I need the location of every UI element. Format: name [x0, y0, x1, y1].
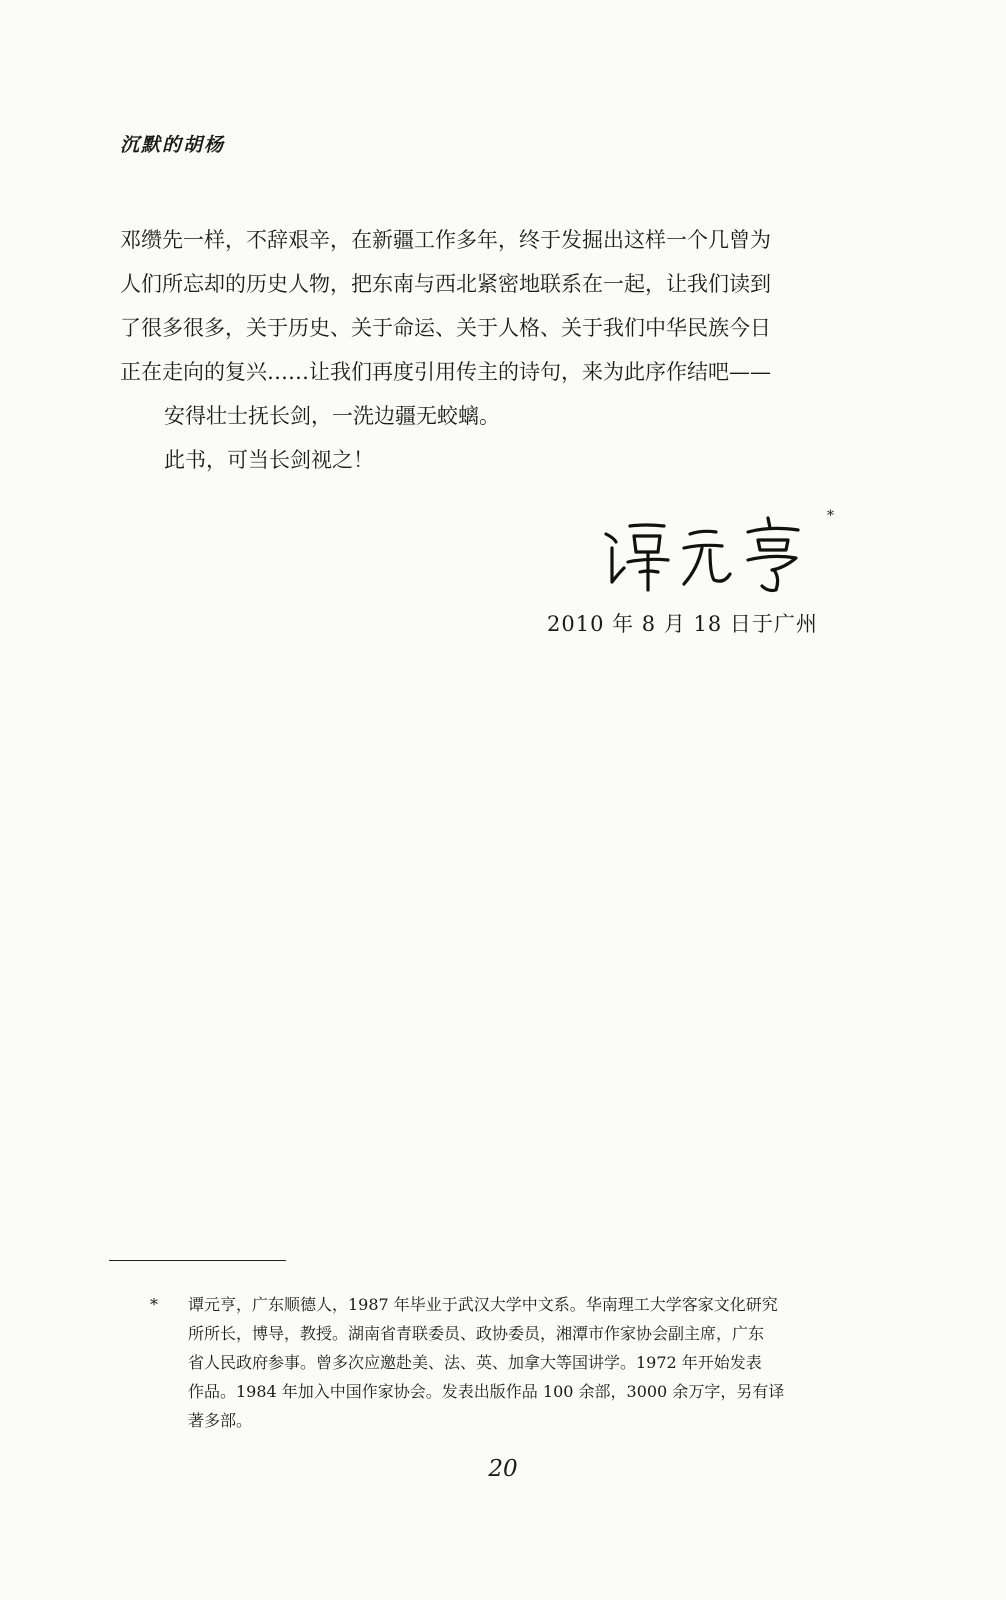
body-line: 人们所忘却的历史人物，把东南与西北紧密地联系在一起，让我们读到 — [120, 272, 771, 296]
footnote-line: 著多部。 — [188, 1411, 253, 1430]
footnote-reference-mark: * — [827, 508, 834, 524]
signature-drawing — [598, 512, 828, 594]
footnote-divider — [109, 1260, 286, 1261]
closing-line: 此书，可当长剑视之！ — [164, 448, 374, 472]
footnote-line: 作品。1984 年加入中国作家协会。发表出版作品 100 余部，3000 余万字，另有译 — [188, 1382, 785, 1401]
body-text — [120, 218, 880, 482]
page-number: 20 — [488, 1456, 518, 1482]
footnote-marker: * — [150, 1295, 158, 1314]
footnote-line: 所所长，博导，教授。湖南省青联委员、政协委员，湘潭市作家协会副主席，广东 — [188, 1324, 765, 1343]
body-line: 正在走向的复兴……让我们再度引用传主的诗句，来为此序作结吧—— — [120, 360, 771, 384]
body-line: 邓缵先一样，不辞艰辛，在新疆工作多年，终于发掘出这样一个几曾为 — [120, 228, 771, 252]
footnote-text — [188, 1290, 860, 1435]
footnote — [150, 1290, 860, 1435]
poem-line: 安得壮士抚长剑，一洗边疆无蛟螭。 — [164, 404, 500, 428]
handwritten-signature — [598, 508, 834, 594]
date-line: 2010 年 8 月 18 日于广州 — [547, 612, 818, 636]
footnote-line: 谭元亨，广东顺德人，1987 年毕业于武汉大学中文系。华南理工大学客家文化研究 — [188, 1295, 778, 1314]
footnote-line: 省人民政府参事。曾多次应邀赴美、法、英、加拿大等国讲学。1972 年开始发表 — [188, 1353, 762, 1372]
body-line: 了很多很多，关于历史、关于命运、关于人格、关于我们中华民族今日 — [120, 316, 771, 340]
running-head: 沉默的胡杨 — [120, 134, 226, 156]
